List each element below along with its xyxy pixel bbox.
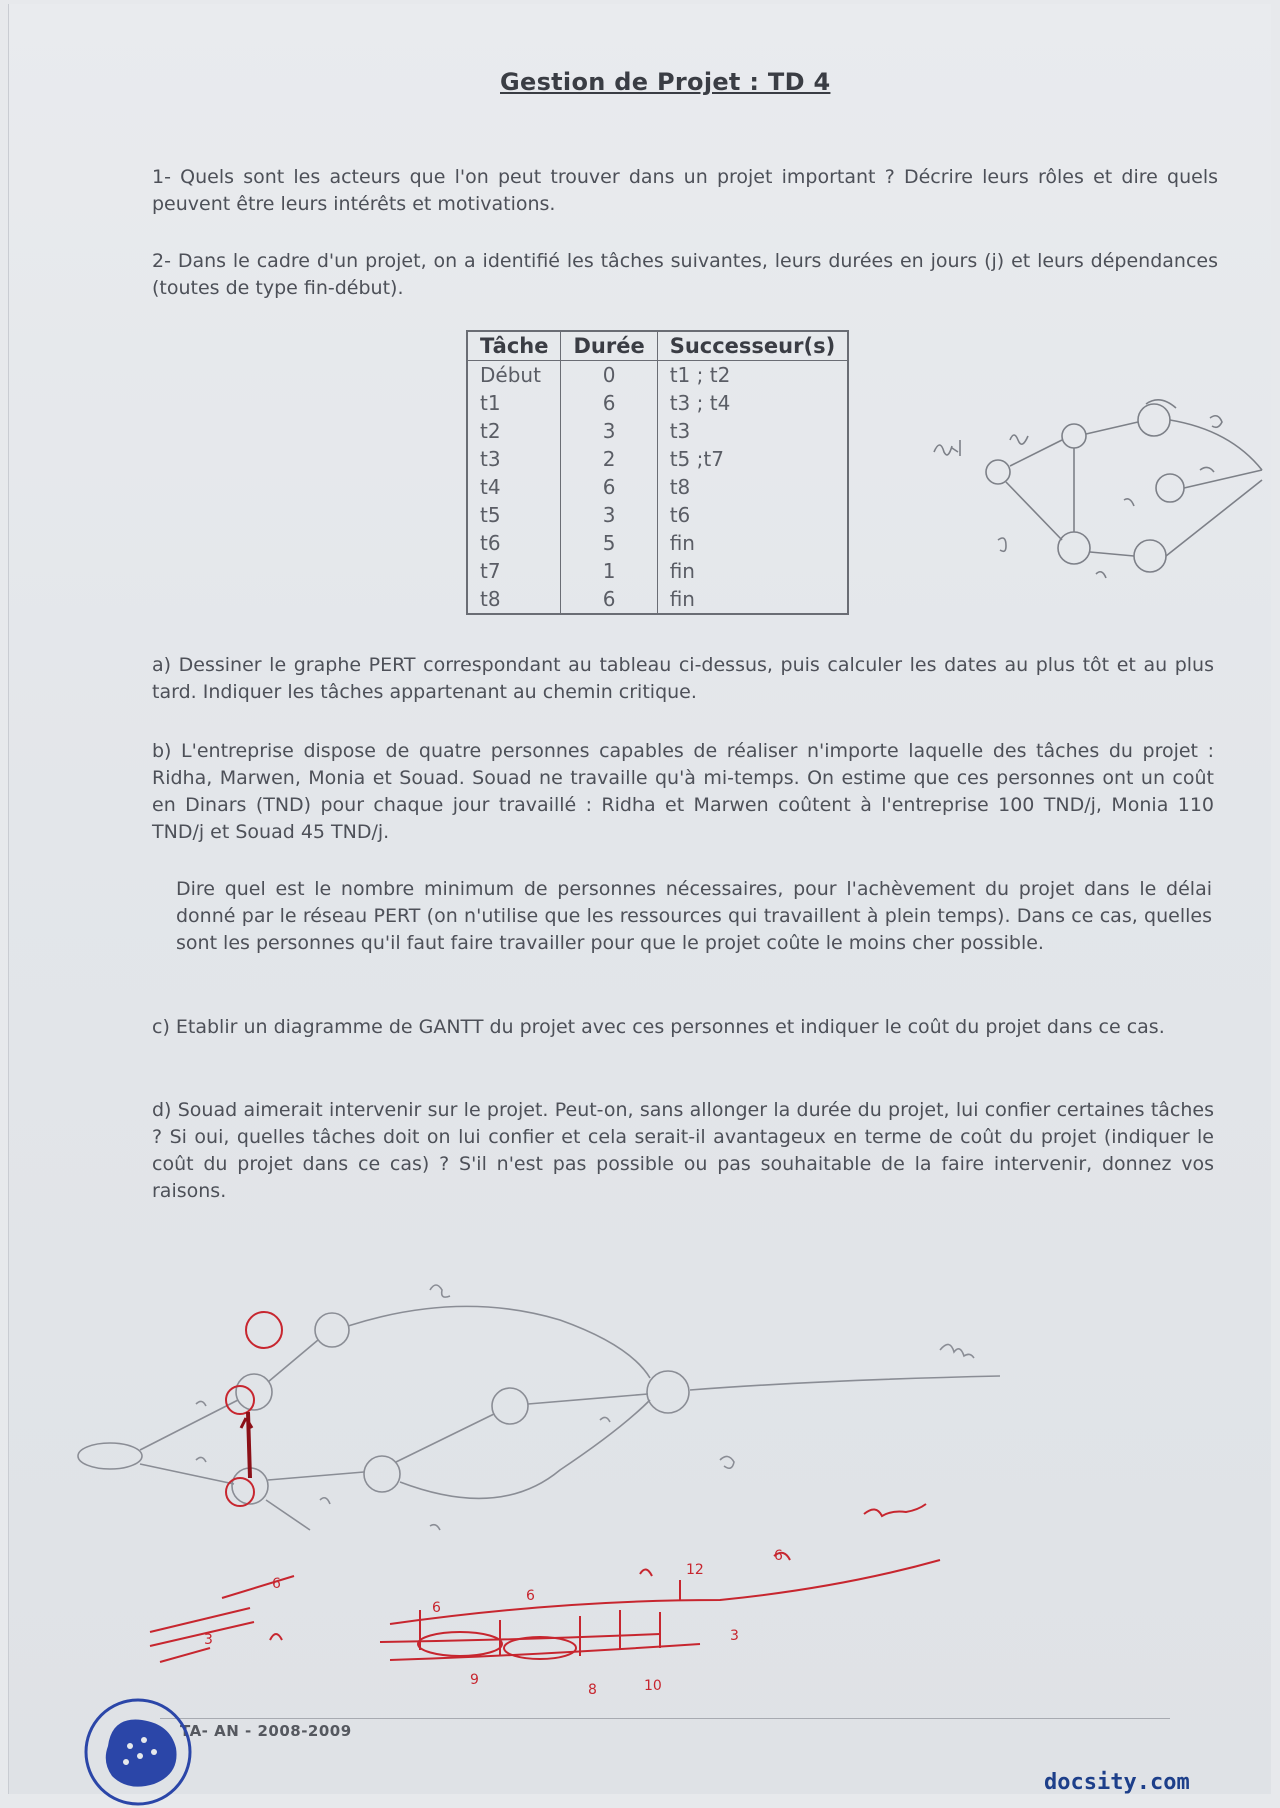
duration-cell: 6 bbox=[561, 389, 657, 417]
successor-cell: t3 ; t4 bbox=[657, 389, 848, 417]
footer-text: TA- AN - 2008-2009 bbox=[180, 1722, 352, 1740]
docsity-watermark: docsity.com bbox=[1044, 1770, 1190, 1795]
question-1: 1- Quels sont les acteurs que l'on peut trouver dans un projet important ? Décrire leurs rôles et dire quels peuvent être leurs intérêts et motivations. bbox=[152, 166, 1218, 215]
header-duration: Durée bbox=[561, 331, 657, 361]
task-cell: t4 bbox=[467, 473, 561, 501]
duration-cell: 2 bbox=[561, 445, 657, 473]
question-b: b) L'entreprise dispose de quatre personnes capables de réaliser n'importe laquelle des tâches du projet : Ridha, Marwen, Monia et Souad. Souad ne travaille qu'à mi-temps. On estime que ces personnes ont un coût en Dinars (TND) pour chaque jour travaillé : Ridha et Marwen coûtent à l'entreprise 100 TND/j, Monia 110 TND/j et Souad 45 TND/j. bbox=[152, 740, 1214, 843]
successor-cell: t1 ; t2 bbox=[657, 361, 848, 390]
ink-number: 6 bbox=[526, 1588, 535, 1604]
ink-number: 6 bbox=[272, 1576, 281, 1592]
ink-number: 9 bbox=[470, 1672, 479, 1688]
task-cell: t7 bbox=[467, 557, 561, 585]
question-2: 2- Dans le cadre d'un projet, on a identifié les tâches suivantes, leurs durées en jours (j) et leurs dépendances (toutes de type fin-début). bbox=[152, 250, 1218, 299]
successor-cell: fin bbox=[657, 557, 848, 585]
duration-cell: 6 bbox=[561, 473, 657, 501]
successor-cell: fin bbox=[657, 585, 848, 614]
header-successors: Successeur(s) bbox=[657, 331, 848, 361]
ink-number: 8 bbox=[588, 1682, 597, 1698]
successor-cell: t8 bbox=[657, 473, 848, 501]
red-ink-numbers bbox=[204, 1548, 783, 1698]
ink-number: 3 bbox=[204, 1632, 213, 1648]
successor-cell: fin bbox=[657, 529, 848, 557]
footer-divider bbox=[160, 1718, 1170, 1719]
successor-cell: t3 bbox=[657, 417, 848, 445]
header-task: Tâche bbox=[467, 331, 561, 361]
question-b-part2: Dire quel est le nombre minimum de personnes nécessaires, pour l'achèvement du projet dans le délai donné par le réseau PERT (on n'utilise que les ressources qui travaillent à plein temps). Dans ce cas, quelles sont les personnes qu'il faut faire travailler pour que le projet coûte le moins cher possible. bbox=[176, 878, 1212, 954]
page-title: Gestion de Projet : TD 4 bbox=[500, 68, 831, 96]
task-cell: Début bbox=[467, 361, 561, 390]
docsity-logo-icon bbox=[82, 1696, 194, 1808]
duration-cell: 3 bbox=[561, 501, 657, 529]
question-d: d) Souad aimerait intervenir sur le projet. Peut-on, sans allonger la durée du projet, lui confier certaines tâches ? Si oui, quelles tâches doit on lui confier et cela serait-il avantageux en terme de coût du projet (indiquer le coût du projet dans ce cas) ? S'il n'est pas possible ou pas souhaitable de la faire intervenir, donnez vos raisons. bbox=[152, 1099, 1214, 1202]
task-cell: t3 bbox=[467, 445, 561, 473]
task-cell: t1 bbox=[467, 389, 561, 417]
duration-cell: 0 bbox=[561, 361, 657, 390]
duration-cell: 6 bbox=[561, 585, 657, 614]
question-a: a) Dessiner le graphe PERT correspondant au tableau ci-dessus, puis calculer les dates au plus tôt et au plus tard. Indiquer les tâches appartenant au chemin critique. bbox=[152, 654, 1214, 703]
ink-number: 12 bbox=[686, 1562, 704, 1578]
task-cell: t6 bbox=[467, 529, 561, 557]
ink-number: 3 bbox=[730, 1628, 739, 1644]
successor-cell: t5 ;t7 bbox=[657, 445, 848, 473]
duration-cell: 5 bbox=[561, 529, 657, 557]
task-cell: t8 bbox=[467, 585, 561, 614]
duration-cell: 3 bbox=[561, 417, 657, 445]
successor-cell: t6 bbox=[657, 501, 848, 529]
duration-cell: 1 bbox=[561, 557, 657, 585]
question-c: c) Etablir un diagramme de GANTT du projet avec ces personnes et indiquer le coût du projet dans ce cas. bbox=[152, 1016, 1165, 1038]
pert-sketch-top bbox=[934, 400, 1262, 578]
ink-number: 6 bbox=[774, 1548, 783, 1564]
ink-number: 6 bbox=[432, 1600, 441, 1616]
ink-number: 10 bbox=[644, 1678, 662, 1694]
task-cell: t2 bbox=[467, 417, 561, 445]
pert-sketch-bottom bbox=[78, 1285, 1000, 1530]
task-cell: t5 bbox=[467, 501, 561, 529]
